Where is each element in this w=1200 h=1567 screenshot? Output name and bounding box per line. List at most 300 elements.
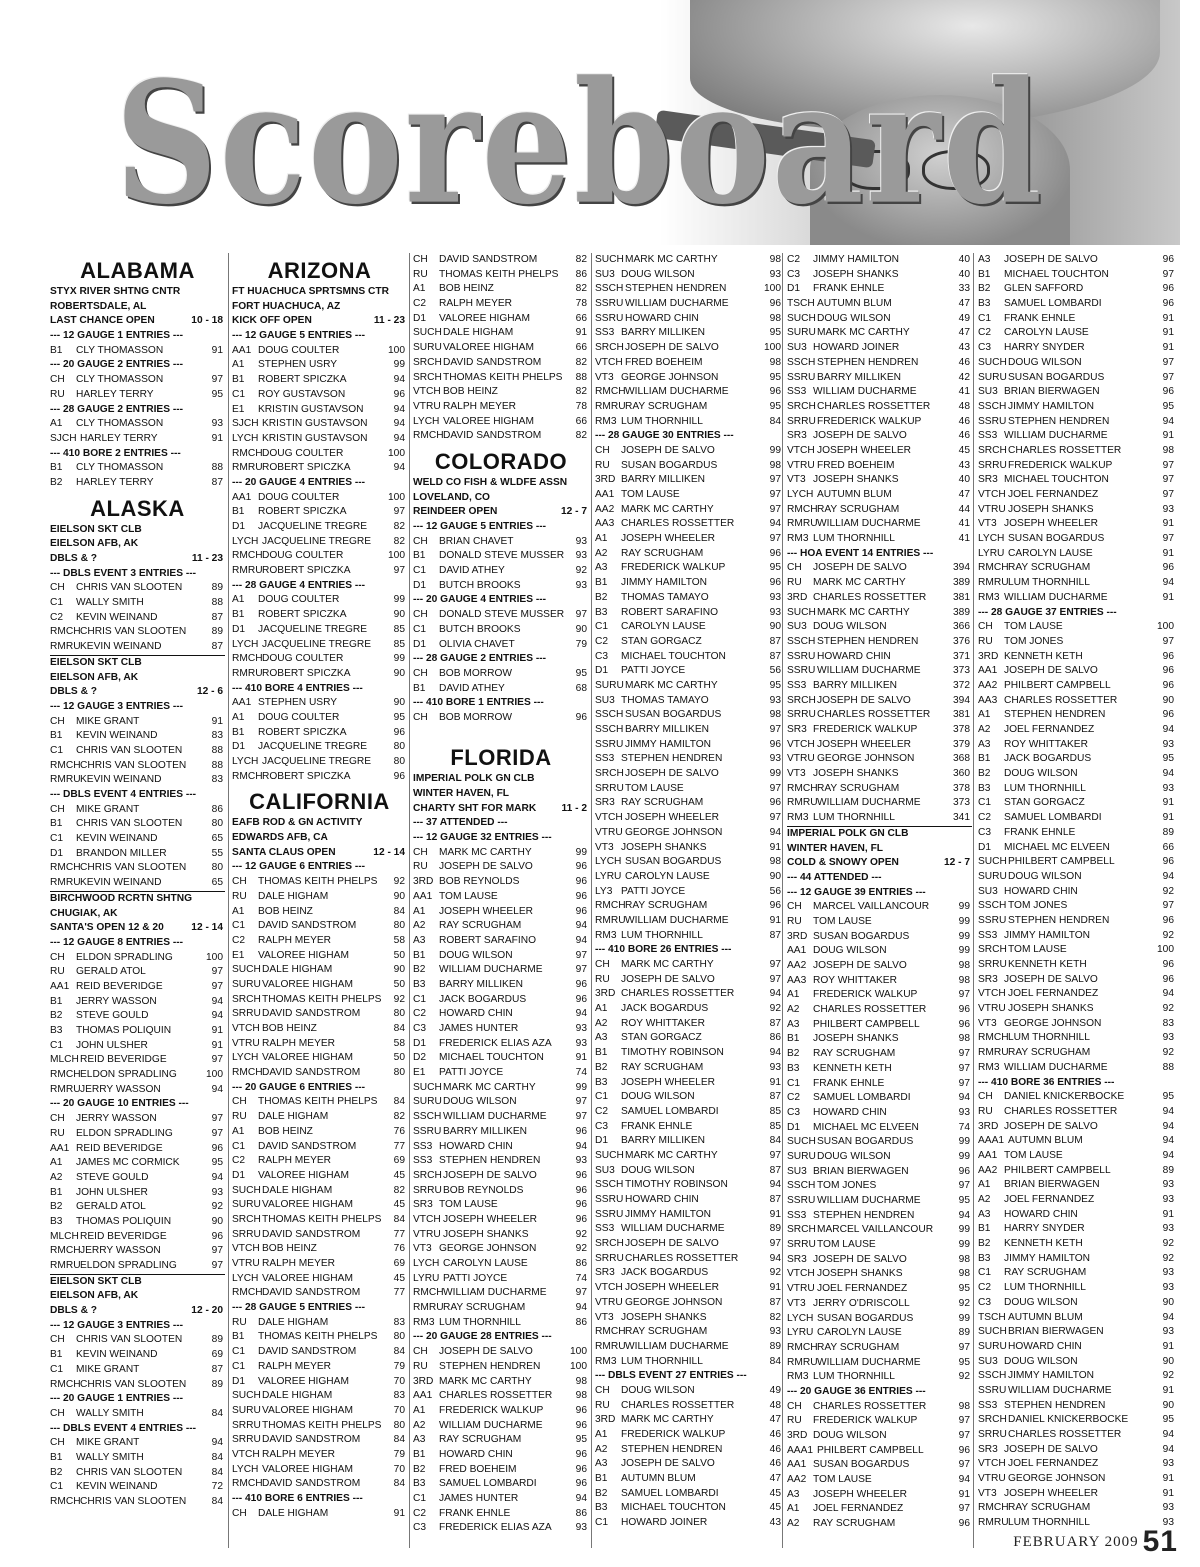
- score-value: 76: [393, 1125, 405, 1137]
- shooter-name: GEORGE JOHNSON: [1008, 1473, 1106, 1485]
- score-row: [787, 561, 972, 576]
- score-value: 70: [393, 1375, 405, 1387]
- score-row: [595, 561, 783, 576]
- score-row: [595, 356, 783, 371]
- score-row: [978, 591, 1176, 606]
- shooter-name: TOM LAUSE: [1008, 944, 1067, 956]
- score-value: 91: [1162, 312, 1174, 324]
- event-header-text: --- 410 BORE 4 ENTRIES ---: [232, 682, 363, 694]
- score-value: 85: [769, 1120, 781, 1132]
- score-row: [50, 847, 225, 862]
- event-header-text: WINTER HAVEN, FL: [413, 788, 510, 799]
- score-row: [978, 459, 1176, 474]
- shooter-name: BRIAN BIERWAGEN: [1008, 1326, 1104, 1338]
- score-value: 95: [393, 711, 405, 723]
- shooter-name: LUM THORNHILL: [1008, 1032, 1090, 1044]
- class-code: A1: [50, 418, 63, 430]
- score-row: [595, 1237, 783, 1252]
- shooter-name: JAMES MC CORMICK: [76, 1157, 180, 1169]
- event-header: [50, 671, 225, 686]
- class-code: A2: [595, 1017, 608, 1029]
- score-row: [978, 1222, 1176, 1237]
- shooter-name: FRANK EHNLE: [813, 283, 885, 295]
- shooter-name: DOUG COULTER: [258, 711, 340, 723]
- shooter-name: JACQUELINE TREGRE: [258, 521, 368, 532]
- score-row: [595, 914, 783, 929]
- state-heading: CALIFORNIA: [249, 789, 390, 815]
- score-value: 93: [1162, 738, 1174, 750]
- column-divider: [228, 253, 229, 1548]
- score-value: 41: [958, 533, 970, 545]
- score-value: 389: [953, 606, 970, 618]
- class-code: A1: [595, 1429, 608, 1440]
- score-value: 96: [1162, 914, 1174, 926]
- class-code: SUCH: [413, 327, 442, 339]
- event-header: [232, 860, 407, 875]
- score-value: 90: [1162, 1296, 1174, 1308]
- score-row: [595, 826, 783, 841]
- class-code: SUCH: [787, 312, 816, 324]
- score-value: 91: [1162, 797, 1174, 809]
- shooter-name: CHARLES ROSSETTER: [439, 1390, 553, 1402]
- score-row: [978, 282, 1176, 297]
- score-row: [978, 341, 1176, 356]
- score-value: 99: [393, 359, 405, 371]
- score-row: [50, 965, 225, 980]
- score-value: 96: [1162, 650, 1174, 662]
- shooter-name: DOUG WILSON: [439, 949, 513, 961]
- shooter-name: JACQUELINE TREGRE: [258, 623, 368, 635]
- score-row: [232, 344, 407, 359]
- results-column: [595, 253, 783, 1553]
- score-value: 96: [1162, 562, 1174, 574]
- event-header: [787, 827, 972, 842]
- score-value: 91: [769, 841, 781, 853]
- score-value: 94: [958, 1209, 970, 1221]
- shooter-name: CHARLES ROSSETTER: [1004, 1105, 1118, 1117]
- class-code: RM3: [978, 1061, 1000, 1073]
- score-value: 84: [211, 1451, 223, 1463]
- score-row: [787, 1209, 972, 1224]
- shooter-name: OLIVIA CHAVET: [439, 638, 515, 650]
- event-header-text: EIELSON SKT CLB: [50, 1275, 142, 1287]
- score-row: [413, 1095, 589, 1110]
- score-value: 90: [769, 870, 781, 882]
- score-row: [787, 400, 972, 415]
- shooter-name: LUM THORNHILL: [1008, 577, 1090, 589]
- score-row: [787, 1488, 972, 1503]
- class-code: VTCH: [787, 738, 815, 750]
- shooter-name: DALE HIGHAM: [258, 1507, 329, 1519]
- score-row: [232, 1066, 407, 1081]
- score-row: [595, 1311, 783, 1326]
- score-value: 94: [769, 1047, 781, 1059]
- shooter-name: JOSEPH DE SALVO: [1004, 665, 1098, 677]
- class-code: RMCH: [595, 386, 626, 398]
- class-code: RMRU: [50, 774, 81, 786]
- score-value: 91: [1162, 518, 1174, 530]
- score-row: [232, 949, 407, 964]
- event-header: [232, 816, 407, 831]
- shooter-name: MIKE GRANT: [76, 1363, 140, 1375]
- shooter-name: VALOREE HIGHAM: [258, 1169, 349, 1181]
- score-value: 80: [393, 1067, 405, 1079]
- shooter-name: KEVIN WEINAND: [80, 774, 162, 786]
- score-value: 95: [769, 562, 781, 574]
- score-row: [787, 1341, 972, 1356]
- score-value: 89: [769, 1340, 781, 1352]
- event-header: [50, 1289, 225, 1304]
- state-heading: ARIZONA: [267, 258, 372, 283]
- score-value: 94: [211, 1010, 223, 1022]
- score-row: [413, 1154, 589, 1169]
- class-code: CH: [50, 803, 65, 815]
- score-row: [595, 1164, 783, 1179]
- score-value: 97: [769, 1149, 781, 1161]
- class-code: A1: [978, 709, 991, 721]
- shooter-name: DOUG WILSON: [1004, 1355, 1078, 1367]
- shooter-name: AUTUMN BLUM: [1008, 1135, 1083, 1147]
- column-divider: [591, 253, 592, 1548]
- shooter-name: KEVIN WEINAND: [76, 730, 158, 742]
- event-header: [50, 314, 225, 329]
- score-value: 371: [953, 650, 970, 662]
- event-header: [413, 476, 589, 491]
- shooter-name: CHRIS VAN SLOOTEN: [76, 582, 183, 594]
- shooter-name: JOSEPH SHANKS: [813, 768, 899, 780]
- class-code: LYCH: [595, 856, 622, 868]
- class-code: A1: [787, 1503, 800, 1515]
- score-row: [413, 875, 589, 890]
- class-code: SU3: [787, 342, 807, 354]
- event-header: [787, 842, 972, 857]
- class-code: B1: [232, 506, 245, 518]
- class-code: RU: [595, 1399, 610, 1411]
- class-code: SSCH: [595, 1179, 624, 1191]
- score-value: 86: [575, 268, 587, 280]
- score-value: 91: [1162, 1487, 1174, 1499]
- shooter-name: WILLIAM DUCHARME: [817, 665, 921, 677]
- score-row: [595, 620, 783, 635]
- shooter-name: JOSEPH DE SALVO: [443, 1169, 537, 1181]
- shooter-name: SUSAN BOGARDUS: [625, 856, 722, 868]
- score-value: 90: [575, 623, 587, 635]
- score-row: [787, 1267, 972, 1282]
- score-row: [978, 1355, 1176, 1370]
- shooter-name: DANIEL KNICKERBOCKE: [1008, 1414, 1129, 1426]
- score-row: [232, 638, 407, 653]
- score-value: 83: [211, 730, 223, 742]
- shooter-name: MARK MC CARTHY: [625, 254, 718, 265]
- score-row: [232, 770, 407, 785]
- shooter-name: WILLIAM DUCHARME: [439, 1419, 543, 1431]
- shooter-name: JERRY O'DRISCOLL: [813, 1297, 910, 1309]
- shooter-name: DANIEL KNICKERBOCKE: [1004, 1091, 1125, 1103]
- score-value: 43: [769, 1517, 781, 1529]
- score-row: [232, 564, 407, 579]
- class-code: RMCH: [978, 562, 1009, 574]
- score-row: [787, 930, 972, 945]
- class-code: C1: [413, 1493, 427, 1504]
- event-header-text: CHUGIAK, AK: [50, 907, 118, 919]
- shooter-name: DOUG WILSON: [621, 1091, 695, 1103]
- score-value: 98: [1162, 444, 1174, 456]
- shooter-name: CHARLES ROSSETTER: [621, 518, 735, 530]
- shooter-name: JOSEPH DE SALVO: [621, 1458, 715, 1470]
- shooter-name: VALOREE HIGHAM: [262, 1199, 353, 1211]
- shooter-name: PHILBERT CAMPBELL: [1004, 679, 1111, 691]
- shooter-name: WILLIAM DUCHARME: [1004, 1061, 1108, 1073]
- shooter-name: ROBERT SPICZKA: [258, 374, 347, 386]
- class-code: SRRU: [978, 959, 1007, 970]
- score-value: 96: [575, 1199, 587, 1211]
- shooter-name: BOB REYNOLDS: [439, 876, 520, 888]
- score-row: [232, 1213, 407, 1228]
- score-row: [595, 723, 783, 738]
- event-header-text: --- DBLS EVENT 27 ENTRIES ---: [595, 1370, 747, 1382]
- class-code: CH: [50, 951, 65, 963]
- score-value: 80: [211, 818, 223, 830]
- score-row: [595, 1046, 783, 1061]
- event-header-text: --- HOA EVENT 14 ENTRIES ---: [787, 547, 934, 559]
- score-value: 94: [1162, 768, 1174, 780]
- class-code: SRRU: [978, 459, 1007, 471]
- shooter-name: WILLIAM DUCHARME: [1004, 591, 1108, 603]
- score-row: [50, 1127, 225, 1142]
- shooter-name: ROBERT SPICZKA: [258, 609, 347, 621]
- shooter-name: KRISTIN GUSTAVSON: [262, 432, 368, 444]
- shooter-name: SUSAN BOGARDUS: [813, 1459, 910, 1471]
- shooter-name: JOEL FERNANDEZ: [1008, 489, 1099, 500]
- score-value: 93: [1162, 1282, 1174, 1294]
- class-code: AA3: [787, 974, 807, 986]
- shooter-name: FRED BOEHEIM: [817, 459, 895, 471]
- class-code: RMCH: [232, 447, 263, 459]
- score-value: 93: [769, 1061, 781, 1073]
- score-row: [787, 1032, 972, 1047]
- event-header: [413, 491, 589, 506]
- event-header-text: EAFB ROD & GN ACTIVITY: [232, 817, 363, 829]
- score-row: [978, 326, 1176, 341]
- event-header: [50, 936, 225, 951]
- class-code: TSCH: [787, 298, 815, 310]
- event-header-text: --- 12 GAUGE 6 ENTRIES ---: [232, 861, 366, 873]
- event-header-text: EDWARDS AFB, CA: [232, 832, 328, 844]
- class-code: MLCH: [50, 1054, 79, 1066]
- score-row: [595, 1208, 783, 1223]
- class-code: A3: [413, 1434, 426, 1446]
- score-row: [787, 988, 972, 1003]
- event-header: [787, 871, 972, 886]
- shooter-name: BOB HEINZ: [262, 1023, 317, 1034]
- score-value: 46: [958, 415, 970, 427]
- shooter-name: MARK MC CARTHY: [625, 679, 718, 691]
- shooter-name: BARRY MILLIKEN: [625, 724, 709, 735]
- score-row: [413, 385, 589, 400]
- score-value: 82: [575, 430, 587, 442]
- shooter-name: RAY SCRUGHAM: [817, 1341, 900, 1353]
- score-row: [413, 356, 589, 371]
- score-row: [595, 708, 783, 723]
- class-code: RMCH: [595, 900, 626, 912]
- score-row: [413, 860, 589, 875]
- score-value: 97: [211, 1054, 223, 1066]
- score-value: 84: [769, 1355, 781, 1367]
- shooter-name: TIMOTHY ROBINSON: [625, 1179, 728, 1191]
- score-value: 90: [393, 697, 405, 709]
- class-code: LYCH: [232, 535, 259, 547]
- shooter-name: STAN GORGACZ: [621, 1032, 702, 1044]
- score-value: 99: [958, 945, 970, 957]
- score-value: 92: [1162, 1238, 1174, 1250]
- score-row: [595, 782, 783, 797]
- shooter-name: JIMMY HAMILTON: [625, 1208, 712, 1220]
- score-value: 94: [1162, 724, 1174, 735]
- score-value: 97: [575, 609, 587, 621]
- event-date: 11 - 2: [561, 802, 587, 814]
- class-code: RMRU: [978, 1517, 1009, 1529]
- class-code: SSCH: [978, 1370, 1007, 1382]
- shooter-name: MARCEL VAILLANCOUR: [813, 901, 930, 913]
- event-header: [50, 300, 225, 315]
- class-code: VTRU: [787, 1283, 815, 1295]
- score-row: [787, 297, 972, 312]
- event-header-text: --- 20 GAUGE 28 ENTRIES ---: [413, 1331, 552, 1343]
- class-code: B1: [595, 1047, 608, 1059]
- shooter-name: SAMUEL LOMBARDI: [439, 1478, 537, 1490]
- score-value: 97: [211, 1260, 223, 1271]
- score-value: 94: [1162, 1105, 1174, 1117]
- class-code: C2: [978, 812, 992, 824]
- event-header-text: EIELSON SKT CLB: [50, 523, 142, 535]
- class-code: SRRU: [787, 415, 816, 427]
- shooter-name: MIKE GRANT: [76, 715, 140, 727]
- score-row: [787, 1077, 972, 1092]
- shooter-name: SUSAN BOGARDUS: [621, 459, 718, 471]
- score-row: [787, 488, 972, 503]
- class-code: SURU: [595, 679, 624, 691]
- class-code: D1: [232, 521, 246, 532]
- class-code: RM3: [413, 1316, 435, 1328]
- score-value: 48: [769, 1399, 781, 1411]
- shooter-name: KEVIN WEINAND: [76, 833, 158, 845]
- score-value: 84: [393, 1434, 405, 1446]
- score-row: [978, 297, 1176, 312]
- shooter-name: JOSEPH DE SALVO: [817, 694, 911, 706]
- score-value: 100: [764, 342, 781, 354]
- score-row: [413, 1345, 589, 1360]
- score-value: 99: [393, 594, 405, 606]
- score-row: [50, 373, 225, 388]
- class-code: C1: [232, 1140, 246, 1152]
- score-row: [978, 620, 1176, 635]
- event-header-text: --- 20 GAUGE 6 ENTRIES ---: [232, 1081, 366, 1093]
- score-row: [50, 1200, 225, 1215]
- shooter-name: JOSEPH DE SALVO: [1004, 1120, 1098, 1132]
- shooter-name: THOMAS KEITH PHELPS: [258, 1096, 378, 1108]
- score-value: 93: [769, 591, 781, 603]
- score-row: [50, 744, 225, 759]
- score-value: 84: [211, 1466, 223, 1478]
- shooter-name: JOEL FERNANDEZ: [1008, 1458, 1099, 1470]
- score-value: 99: [958, 1239, 970, 1251]
- shooter-name: JACK BOGARDUS: [621, 1003, 709, 1015]
- shooter-name: LUM THORNHILL: [1008, 1517, 1090, 1529]
- score-value: 99: [393, 653, 405, 665]
- shooter-name: LUM THORNHILL: [621, 929, 703, 941]
- score-value: 46: [769, 1429, 781, 1440]
- shooter-name: RAY SCRUGHAM: [621, 547, 704, 559]
- class-code: AA1: [50, 980, 70, 992]
- class-code: RMRU: [232, 667, 263, 679]
- issue-date: FEBRUARY 2009: [1013, 1534, 1139, 1550]
- shooter-name: JOSEPH WHEELER: [621, 533, 715, 545]
- shooter-name: DAVID ATHEY: [439, 565, 505, 577]
- score-row: [50, 980, 225, 995]
- class-code: VT3: [413, 1243, 432, 1255]
- event-header: [595, 943, 783, 958]
- score-value: 93: [575, 1522, 587, 1534]
- shooter-name: MARK MC CARTHY: [625, 1149, 718, 1161]
- event-header-text: --- 12 GAUGE 3 ENTRIES ---: [50, 700, 184, 712]
- shooter-name: KENNETH KETH: [1004, 650, 1083, 662]
- class-code: CH: [787, 1400, 802, 1412]
- score-row: [787, 1473, 972, 1488]
- score-value: 96: [575, 861, 587, 873]
- score-row: [978, 1031, 1176, 1046]
- score-row: [595, 1076, 783, 1091]
- score-value: 96: [575, 711, 587, 723]
- score-value: 91: [769, 1076, 781, 1088]
- class-code: RM3: [595, 415, 617, 427]
- score-row: [978, 561, 1176, 576]
- score-value: 86: [575, 1258, 587, 1269]
- score-row: [50, 1142, 225, 1157]
- class-code: A3: [787, 1018, 800, 1030]
- class-code: SSRU: [787, 650, 816, 662]
- score-value: 66: [575, 312, 587, 324]
- shooter-name: JOSEPH SHANKS: [813, 268, 899, 280]
- score-value: 91: [1162, 430, 1174, 442]
- shooter-name: WILLIAM DUCHARME: [817, 1195, 921, 1206]
- event-header-text: FORT HUACHUCA, AZ: [232, 300, 341, 312]
- score-row: [50, 759, 225, 774]
- score-row: [595, 503, 783, 518]
- score-value: 91: [211, 344, 223, 356]
- score-value: 96: [769, 900, 781, 912]
- class-code: RMRU: [232, 462, 263, 474]
- shooter-name: RALPH MEYER: [262, 1037, 336, 1049]
- score-row: [978, 1046, 1176, 1061]
- score-value: 93: [575, 535, 587, 547]
- class-code: CH: [413, 1346, 428, 1358]
- score-row: [50, 1348, 225, 1363]
- shooter-name: RALPH MEYER: [258, 1155, 332, 1167]
- score-value: 97: [769, 973, 781, 985]
- score-value: 93: [1162, 1326, 1174, 1338]
- class-code: SURU: [978, 371, 1007, 383]
- score-row: [413, 1463, 589, 1478]
- class-code: SS3: [413, 1155, 433, 1167]
- score-row: [232, 1463, 407, 1478]
- score-row: [978, 415, 1176, 430]
- shooter-name: STEPHEN HENDREN: [439, 1155, 541, 1167]
- class-code: SRCH: [232, 993, 261, 1005]
- score-row: [978, 385, 1176, 400]
- class-code: SU3: [978, 1355, 998, 1367]
- class-code: VTCH: [595, 356, 623, 368]
- score-value: 373: [953, 797, 970, 809]
